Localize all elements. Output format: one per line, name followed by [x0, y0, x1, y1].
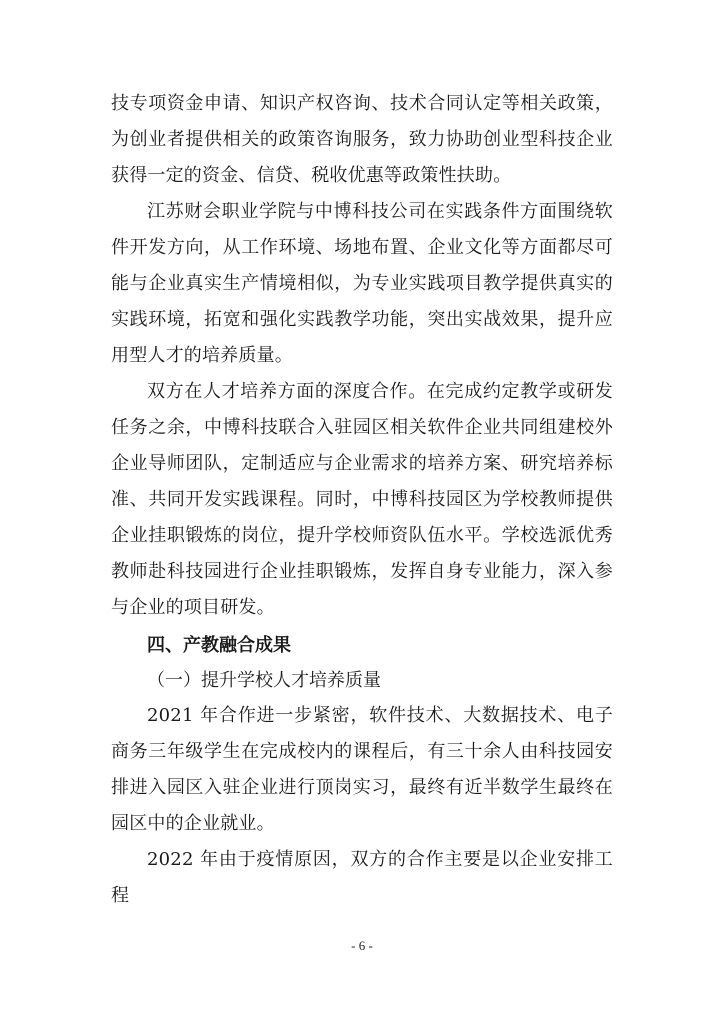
- subsection-heading: （一）提升学校人才培养质量: [147, 670, 381, 691]
- section-heading: 四、产教融合成果: [147, 635, 291, 656]
- body-paragraph: 双方在人才培养方面的深度合作。在完成约定教学或研发任务之余，中博科技联合入驻园区相关软件企业共同组建校外企业导师团队，定制适应与企业需求的培养方案、研究培养标准、共同开发实践课程。同时，中博科技园区为学校教师提供企业挂职锻炼的岗位，提升学校师资队伍水平。学校选派优秀教师赴科技园进行企业挂职锻炼，发挥自身专业能力，深入参与企业的项目研发。: [111, 381, 613, 618]
- body-paragraph: 2022 年由于疫情原因，双方的合作主要是以企业安排工程: [111, 849, 613, 906]
- body-paragraph: 技专项资金申请、知识产权咨询、技术合同认定等相关政策，为创业者提供相关的政策咨询服务，致力协助创业型科技企业获得一定的资金、信贷、税收优惠等政策性扶助。: [111, 93, 613, 186]
- document-body: [111, 86, 613, 914]
- page-number: - 6 -: [351, 938, 373, 953]
- body-paragraph: 江苏财会职业学院与中博科技公司在实践条件方面围绕软件开发方向，从工作环境、场地布置、企业文化等方面都尽可能与企业真实生产情境相似，为专业实践项目教学提供真实的实践环境，拓宽和强化实践教学功能，突出实战效果，提升应用型人才的培养质量。: [111, 201, 613, 366]
- body-paragraph: 2021 年合作进一步紧密，软件技术、大数据技术、电子商务三年级学生在完成校内的课程后，有三十余人由科技园安排进入园区入驻企业进行顶岗实习，最终有近半数学生最终在园区中的企业就业。: [111, 705, 613, 834]
